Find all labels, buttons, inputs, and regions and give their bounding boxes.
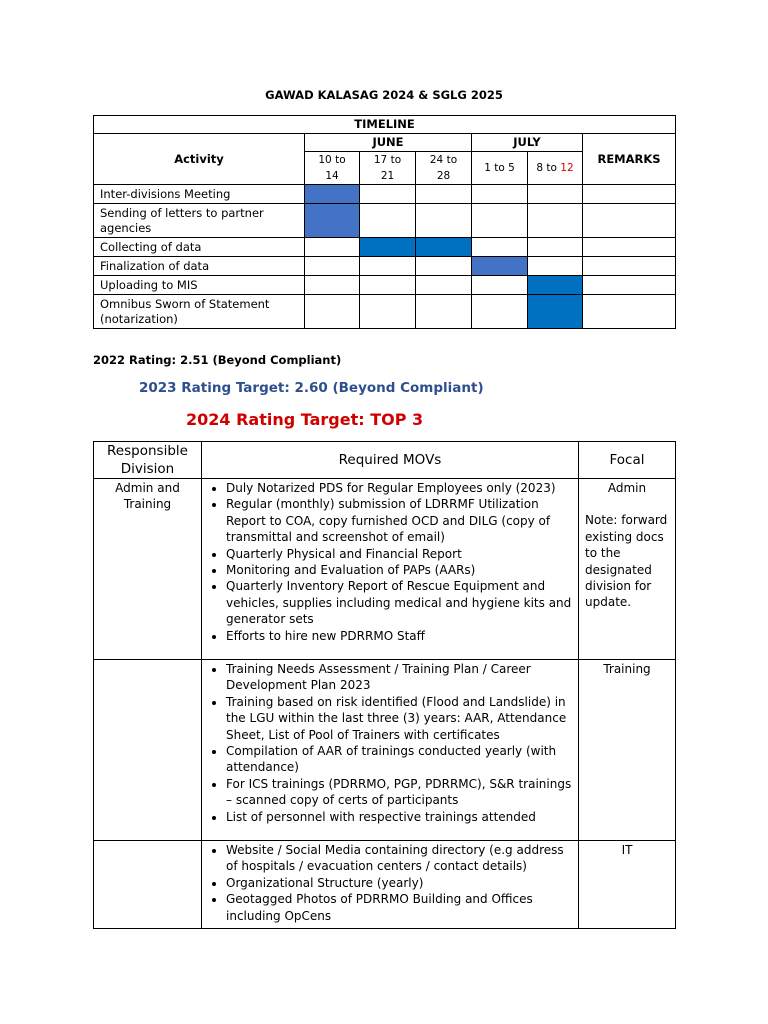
gantt-bar: [360, 238, 416, 257]
mov-list-cell: [202, 660, 579, 841]
mov-item: • Website / Social Media containing directory (e.g address of hospitals / evacuation centers / contact details): [226, 842, 572, 875]
gantt-cell: [360, 295, 416, 329]
gantt-cell: [416, 276, 472, 295]
mov-item: • Monitoring and Evaluation of PAPs (AARs): [226, 562, 572, 578]
activity-name: Sending of letters to partner agencies: [94, 204, 305, 238]
document-title: GAWAD KALASAG 2024 & SGLG 2025: [265, 88, 503, 102]
focal-name: Training: [603, 662, 651, 676]
gantt-cell: [360, 257, 416, 276]
gantt-cell: [360, 204, 416, 238]
responsible-division: Admin and Training: [94, 479, 202, 660]
gantt-bar: [528, 276, 583, 295]
mov-item: • Quarterly Inventory Report of Rescue Equipment and vehicles, supplies including medical and hygiene kits and generator sets: [226, 578, 572, 627]
week-header: 17 to 21: [360, 152, 416, 185]
month-july: JULY: [472, 134, 583, 152]
focal-note: Note: forward existing docs to the designated division for update.: [585, 513, 668, 610]
mov-item: • Quarterly Physical and Financial Report: [226, 546, 572, 562]
mov-list: [202, 660, 578, 829]
gantt-cell: [472, 295, 528, 329]
movs-header: Required MOVs: [202, 442, 579, 479]
mov-list-cell: [202, 841, 579, 929]
week-header: 8 to 12: [528, 152, 583, 185]
focal-cell: [579, 660, 676, 841]
mov-item: • Training Needs Assessment / Training Plan / Career Development Plan 2023: [226, 661, 572, 694]
week-header: 10 to 14: [305, 152, 360, 185]
mov-item: • Efforts to hire new PDRRMO Staff: [226, 628, 572, 644]
focal-name: IT: [621, 843, 633, 857]
gantt-cell: [416, 204, 472, 238]
remarks-cell: [583, 185, 676, 204]
gantt-cell: [528, 204, 583, 238]
week-header: 1 to 5: [472, 152, 528, 185]
gantt-cell: [416, 295, 472, 329]
remarks-cell: [583, 295, 676, 329]
mov-item: • Duly Notarized PDS for Regular Employees only (2023): [226, 480, 572, 496]
responsible-division: [94, 841, 202, 929]
rating-2022: 2022 Rating: 2.51 (Beyond Compliant): [93, 353, 342, 367]
gantt-cell: [305, 257, 360, 276]
movs-table: [93, 441, 676, 929]
mov-item: • Training based on risk identified (Flood and Landslide) in the LGU within the last three (3) years: AAR, Attendance Sheet, List of Pool of Trainers with certificates: [226, 694, 572, 743]
mov-item: • List of personnel with respective trainings attended: [226, 809, 572, 825]
gantt-cell: [305, 295, 360, 329]
gantt-cell: [360, 185, 416, 204]
gantt-cell: [305, 238, 360, 257]
activity-name: Inter-divisions Meeting: [94, 185, 305, 204]
mov-item: • Regular (monthly) submission of LDRRMF Utilization Report to COA, copy furnished OCD and DILG (copy of transmittal and screenshot of email): [226, 496, 572, 545]
gantt-bar: [305, 185, 360, 204]
activity-name: Collecting of data: [94, 238, 305, 257]
gantt-cell: [472, 204, 528, 238]
gantt-cell: [416, 185, 472, 204]
activity-name: Finalization of data: [94, 257, 305, 276]
activity-header: Activity: [94, 134, 305, 185]
gantt-cell: [360, 276, 416, 295]
gantt-bar: [472, 257, 528, 276]
remarks-cell: [583, 238, 676, 257]
mov-item: • For ICS trainings (PDRRMO, PGP, PDRRMC), S&R trainings – scanned copy of certs of participants: [226, 776, 572, 809]
gantt-cell: [416, 257, 472, 276]
gantt-cell: [528, 238, 583, 257]
gantt-cell: [528, 185, 583, 204]
rating-target-2024: 2024 Rating Target: TOP 3: [186, 410, 424, 429]
activity-name: Omnibus Sworn of Statement (notarization): [94, 295, 305, 329]
timeline-title: TIMELINE: [94, 116, 676, 134]
focal-name: Admin: [607, 481, 647, 495]
focal-cell: [579, 841, 676, 929]
gantt-cell: [528, 257, 583, 276]
remarks-header: REMARKS: [583, 134, 676, 185]
gantt-bar: [416, 238, 472, 257]
responsible-division: [94, 660, 202, 841]
remarks-cell: [583, 276, 676, 295]
gantt-cell: [472, 185, 528, 204]
gantt-cell: [472, 276, 528, 295]
mov-list: [202, 841, 578, 928]
mov-list-cell: [202, 479, 579, 660]
timeline-table: [93, 115, 676, 329]
rating-target-2023: 2023 Rating Target: 2.60 (Beyond Compliant): [139, 380, 484, 396]
gantt-bar: [305, 204, 360, 238]
gantt-cell: [305, 276, 360, 295]
mov-item: • Organizational Structure (yearly): [226, 875, 572, 891]
division-header: Responsible Division: [94, 442, 202, 479]
month-june: JUNE: [305, 134, 472, 152]
remarks-cell: [583, 257, 676, 276]
remarks-cell: [583, 204, 676, 238]
week-header: 24 to 28: [416, 152, 472, 185]
mov-item: • Compilation of AAR of trainings conducted yearly (with attendance): [226, 743, 572, 776]
gantt-cell: [472, 238, 528, 257]
focal-header: Focal: [579, 442, 676, 479]
activity-name: Uploading to MIS: [94, 276, 305, 295]
gantt-bar: [528, 295, 583, 329]
mov-item: • Geotagged Photos of PDRRMO Building and Offices including OpCens: [226, 891, 572, 924]
focal-cell: [579, 479, 676, 660]
mov-list: [202, 479, 578, 648]
